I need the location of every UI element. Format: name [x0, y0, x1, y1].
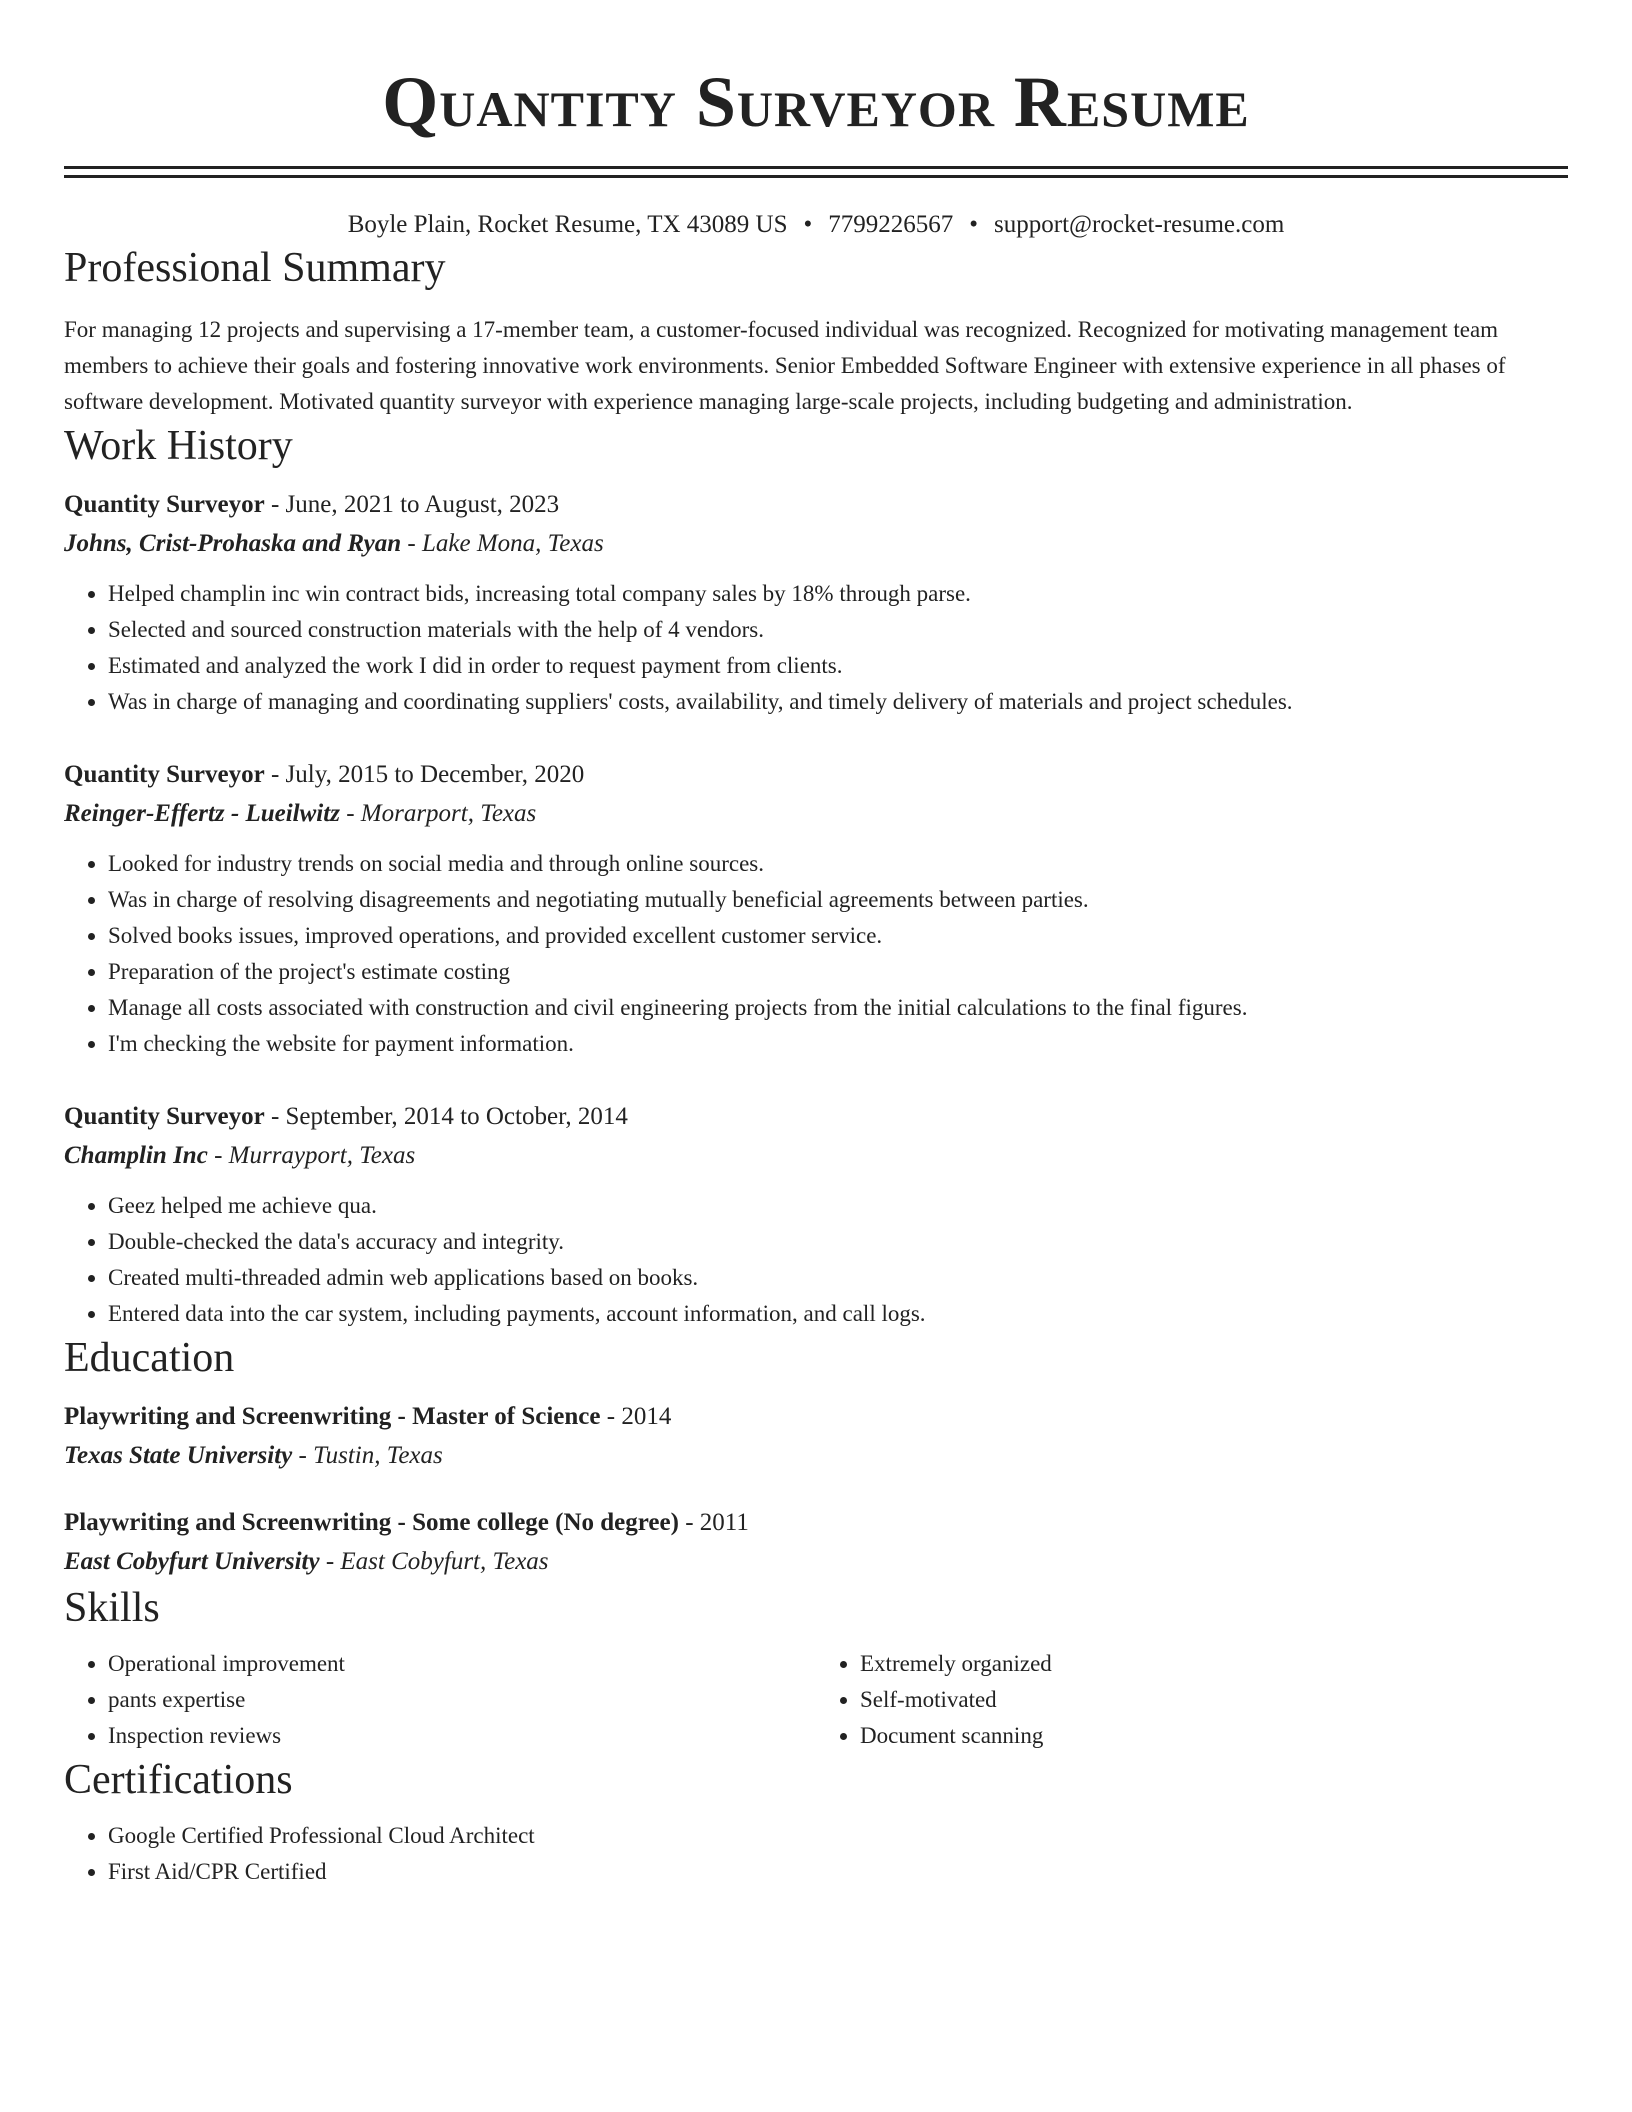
school-location: - East Cobyfurt, Texas	[319, 1548, 549, 1575]
job-bullet: • Solved books issues, improved operations, and provided excellent customer service.	[108, 918, 1568, 954]
degree-line	[64, 1398, 1568, 1436]
employer-name: Champlin Inc	[64, 1142, 208, 1169]
job-entry	[64, 756, 1568, 1062]
job-title-line	[64, 486, 1568, 524]
job-dates: - September, 2014 to October, 2014	[264, 1103, 628, 1130]
contact-line	[64, 208, 1568, 242]
job-dates: - June, 2021 to August, 2023	[264, 491, 560, 518]
employer-line	[64, 1136, 1568, 1176]
degree-year: - 2011	[678, 1509, 749, 1536]
degree-year: - 2014	[600, 1403, 672, 1430]
job-bullet: • Double-checked the data's accuracy and integrity.	[108, 1224, 1568, 1260]
resume-title: Quantity Surveyor Resume	[382, 62, 1250, 142]
job-bullet: • Was in charge of managing and coordinating suppliers' costs, availability, and timely delivery of materials and project schedules.	[108, 684, 1568, 720]
job-title-line	[64, 1098, 1568, 1136]
job-entry	[64, 1098, 1568, 1332]
skill-item: • Extremely organized	[860, 1646, 1568, 1682]
job-bullet: • Created multi-threaded admin web applications based on books.	[108, 1260, 1568, 1296]
skill-item: • pants expertise	[108, 1682, 816, 1718]
job-bullet: • Entered data into the car system, including payments, account information, and call logs.	[108, 1296, 1568, 1332]
certifications-list	[64, 1818, 1568, 1890]
certification-item: • Google Certified Professional Cloud Architect	[108, 1818, 1568, 1854]
skill-item: • Self-motivated	[860, 1682, 1568, 1718]
certification-item: • First Aid/CPR Certified	[108, 1854, 1568, 1890]
contact-address: Boyle Plain, Rocket Resume, TX 43089 US	[347, 211, 788, 238]
education-entry	[64, 1504, 1568, 1582]
skill-item: • Inspection reviews	[108, 1718, 816, 1754]
job-bullet: • Manage all costs associated with construction and civil engineering projects from the initial calculations to the final figures.	[108, 990, 1568, 1026]
employer-line	[64, 794, 1568, 834]
job-bullet: • Estimated and analyzed the work I did in order to request payment from clients.	[108, 648, 1568, 684]
school-line	[64, 1542, 1568, 1582]
school-name: East Cobyfurt University	[64, 1548, 320, 1575]
job-title-line	[64, 756, 1568, 794]
job-bullets	[64, 576, 1568, 720]
summary-text: For managing 12 projects and supervising a 17-member team, a customer-focused individual was recognized. Recognized for motivating management team members to achieve their goals and fostering innovative work environments. Senior Embedded Software Engineer with extensive experience in all phases of software development. Motivated quantity surveyor with experience managing large-scale projects, including budgeting and administration.	[64, 317, 1506, 414]
employer-location: - Morarport, Texas	[339, 800, 537, 827]
school-location: - Tustin, Texas	[292, 1442, 443, 1469]
certifications-heading: Certifications	[64, 1757, 293, 1803]
degree-line	[64, 1504, 1568, 1542]
skills-grid	[64, 1646, 1568, 1754]
skills-left-column	[64, 1646, 816, 1754]
employer-name: Reinger-Effertz - Lueilwitz	[64, 800, 340, 827]
contact-separator: •	[969, 211, 979, 238]
skill-item: • Document scanning	[860, 1718, 1568, 1754]
employer-line	[64, 524, 1568, 564]
job-title: Quantity Surveyor	[64, 761, 265, 788]
job-bullets	[64, 846, 1568, 1062]
employer-location: - Murrayport, Texas	[207, 1142, 416, 1169]
job-bullet: • Selected and sourced construction materials with the help of 4 vendors.	[108, 612, 1568, 648]
job-bullet: • Geez helped me achieve qua.	[108, 1188, 1568, 1224]
job-title: Quantity Surveyor	[64, 1103, 265, 1130]
education-heading: Education	[64, 1335, 235, 1381]
degree-name: Playwriting and Screenwriting - Master of Science	[64, 1403, 601, 1430]
job-dates: - July, 2015 to December, 2020	[264, 761, 585, 788]
title-double-rule	[64, 166, 1568, 178]
skills-heading: Skills	[64, 1585, 160, 1631]
job-title: Quantity Surveyor	[64, 491, 265, 518]
skill-item: • Operational improvement	[108, 1646, 816, 1682]
job-bullet: • Helped champlin inc win contract bids, increasing total company sales by 18% through parse.	[108, 576, 1568, 612]
summary-heading: Professional Summary	[64, 245, 446, 291]
degree-name: Playwriting and Screenwriting - Some college (No degree)	[64, 1509, 679, 1536]
contact-phone: 7799226567	[828, 211, 954, 238]
contact-separator: •	[803, 211, 813, 238]
job-bullets	[64, 1188, 1568, 1332]
school-name: Texas State University	[64, 1442, 293, 1469]
job-bullet: • Was in charge of resolving disagreements and negotiating mutually beneficial agreements between parties.	[108, 882, 1568, 918]
employer-location: - Lake Mona, Texas	[401, 530, 604, 557]
education-entry	[64, 1398, 1568, 1476]
job-bullet: • Preparation of the project's estimate costing	[108, 954, 1568, 990]
employer-name: Johns, Crist-Prohaska and Ryan	[64, 530, 402, 557]
work-history-heading: Work History	[64, 423, 293, 469]
resume-page	[64, 0, 1568, 1890]
contact-email: support@rocket-resume.com	[994, 211, 1285, 238]
job-entry	[64, 486, 1568, 720]
job-bullet: • Looked for industry trends on social media and through online sources.	[108, 846, 1568, 882]
job-bullet: • I'm checking the website for payment information.	[108, 1026, 1568, 1062]
school-line	[64, 1436, 1568, 1476]
skills-right-column	[816, 1646, 1568, 1754]
